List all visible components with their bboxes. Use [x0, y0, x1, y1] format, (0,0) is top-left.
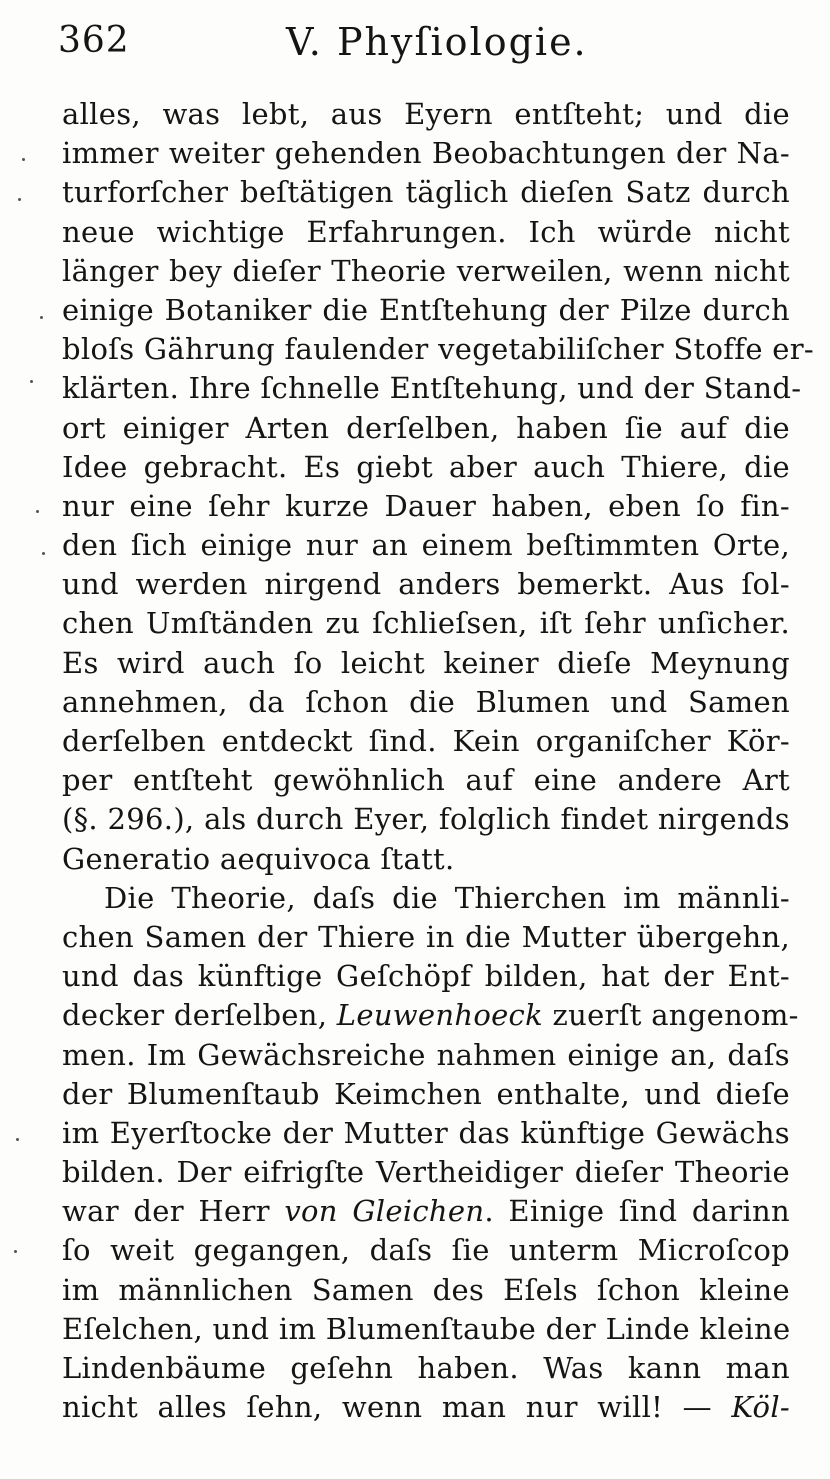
paragraph-first-line: Die Theorie, daſs die Thierchen im männli-: [104, 880, 790, 915]
text-line: im Eyerſtocke der Mutter das künftige Gewächs: [62, 1115, 790, 1150]
text-run: decker derſelben,: [62, 998, 337, 1033]
catchword: Köl-: [731, 1390, 790, 1425]
text-line: länger bey dieſer Theorie verweilen, wenn nicht: [62, 253, 790, 288]
text-line: annehmen, da ſchon die Blumen und Samen: [62, 684, 790, 719]
text-run: war der Herr: [62, 1194, 285, 1229]
scan-speck: [36, 510, 39, 513]
page-number: 362: [58, 20, 130, 61]
italic-name-von-gleichen: von Gleichen: [284, 1194, 485, 1229]
scan-speck: [42, 552, 45, 555]
text-line: nur eine ſehr kurze Dauer haben, eben ſo fin-: [62, 488, 790, 523]
text-line: per entſteht gewöhnlich auf eine andere Art: [62, 763, 790, 798]
text-line: turforſcher beſtätigen täglich dieſen Satz durch: [62, 175, 790, 210]
text-line: und werden nirgend anders bemerkt. Aus ſol-: [62, 567, 790, 602]
text-line: bilden. Der eifrigſte Vertheidiger dieſer Theorie: [62, 1155, 790, 1190]
text-line: Idee gebracht. Es giebt aber auch Thiere, die: [62, 449, 790, 484]
text-line: [62, 1388, 790, 1427]
text-line: [62, 996, 799, 1035]
scan-speck: [40, 316, 43, 319]
text-run: . Einige ſind darinn: [484, 1194, 791, 1229]
chapter-title: V. Phyſiologie.: [286, 20, 588, 64]
text-line: (§. 296.), als durch Eyer, folglich findet nirgends: [62, 802, 790, 837]
text-line: immer weiter gehenden Beobachtungen der Na-: [62, 136, 790, 171]
scan-speck: [16, 1138, 19, 1141]
italic-name-leuwenhoeck: Leuwenhoeck: [336, 998, 543, 1033]
text-line: und das künftige Geſchöpf bilden, hat der Ent-: [62, 959, 790, 994]
scan-speck: [14, 1250, 17, 1253]
text-line: der Blumenſtaub Keimchen enthalte, und dieſe: [62, 1076, 790, 1111]
text-line: ort einiger Arten derſelben, haben ſie auf die: [62, 410, 790, 445]
text-line: alles, was lebt, aus Eyern entſteht; und die: [62, 97, 790, 131]
text-line: Es wird auch ſo leicht keiner dieſe Meynung: [62, 645, 790, 680]
text-line: chen Samen der Thiere in die Mutter übergehn,: [62, 919, 790, 954]
scan-speck: [22, 158, 25, 161]
scan-speck: [30, 380, 33, 383]
text-line: den ſich einige nur an einem beſtimmten Orte,: [62, 528, 790, 563]
running-head: [58, 14, 792, 74]
text-line: Eſelchen, und im Blumenſtaube der Linde kleine: [62, 1311, 791, 1346]
text-run: nicht alles ſehn, wenn man nur will! —: [62, 1390, 732, 1425]
text-line: bloſs Gährung faulender vegetabiliſcher Stoffe er-: [62, 332, 815, 367]
text-line: [62, 1192, 790, 1231]
text-line: ſo weit gegangen, daſs ſie unterm Microſcop: [62, 1233, 790, 1268]
text-line: klärten. Ihre ſchnelle Entſtehung, und der Stand-: [62, 371, 802, 406]
text-line: Lindenbäume geſehn haben. Was kann man: [62, 1351, 790, 1385]
scan-speck: [18, 198, 21, 201]
text-line: neue wichtige Erfahrungen. Ich würde nicht: [62, 214, 790, 249]
text-line: men. Im Gewächsreiche nahmen einige an, daſs: [62, 1037, 790, 1072]
text-line: einige Botaniker die Entſtehung der Pilze durch: [62, 292, 790, 327]
text-line: derſelben entdeckt ſind. Kein organiſcher Kör-: [62, 724, 790, 758]
text-line: im männlichen Samen des Eſels ſchon kleine: [62, 1272, 790, 1307]
body-text: [62, 95, 815, 1427]
text-line: chen Umſtänden zu ſchlieſsen, iſt ſehr unſicher.: [62, 606, 790, 641]
text-run: zuerſt angenom-: [552, 998, 799, 1033]
text-line: Generatio aequivoca ſtatt.: [62, 841, 455, 876]
